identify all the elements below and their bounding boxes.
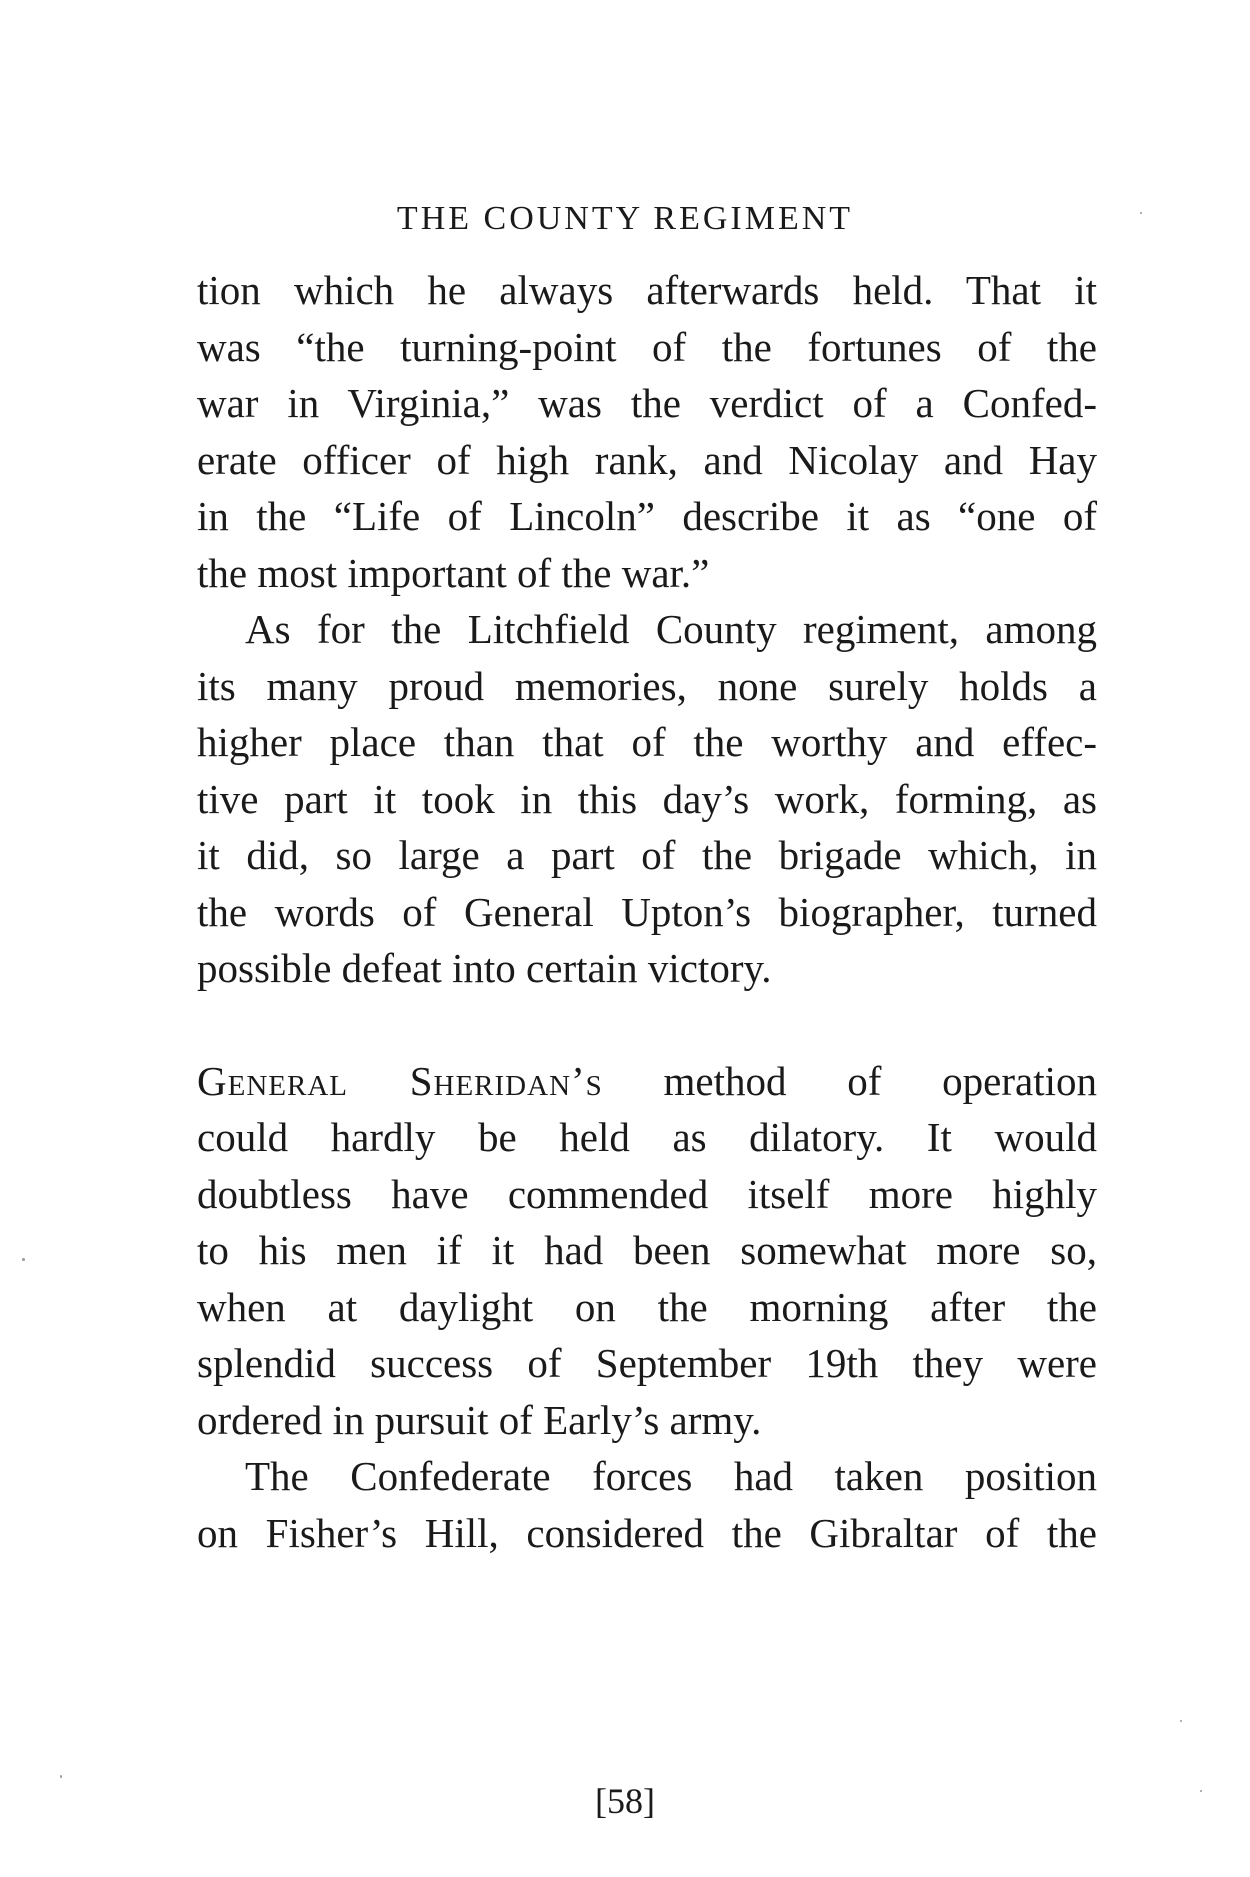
paragraph-4	[197, 1448, 1097, 1561]
text-line: the words of General Upton’s biographer, turned	[197, 888, 1097, 935]
text-line: to his men if it had been somewhat more so,	[197, 1227, 1097, 1273]
text-line: it did, so large a part of the brigade which, in	[197, 832, 1097, 878]
text-line: war in Virginia,” was the verdict of a Confed-	[197, 380, 1097, 426]
text-line: in the “Life of Lincoln” describe it as “one of	[197, 493, 1097, 539]
paper-speck	[1140, 212, 1142, 214]
paragraph-3	[197, 1053, 1097, 1449]
text-line: erate officer of high rank, and Nicolay and Hay	[197, 436, 1097, 483]
text-line: tion which he always afterwards held. That it	[197, 267, 1097, 313]
paper-speck	[1200, 1790, 1202, 1792]
body-text	[197, 262, 1097, 1561]
text-line: The Confederate forces had taken position	[245, 1453, 1097, 1499]
running-head: THE COUNTY REGIMENT	[396, 200, 854, 237]
text-fragment: method of operation	[602, 1057, 1097, 1104]
text-line	[197, 1053, 1097, 1110]
text-line: ordered in pursuit of Early’s army.	[197, 1396, 762, 1443]
text-line: when at daylight on the morning after the	[197, 1283, 1097, 1330]
page-number: [58]	[595, 1781, 655, 1821]
text-line: tive part it took in this day’s work, forming, as	[197, 775, 1097, 822]
text-line: its many proud memories, none surely holds a	[197, 662, 1097, 709]
text-line: possible defeat into certain victory.	[197, 945, 772, 991]
section-lead-smallcaps: General Sheridan’s	[197, 1057, 603, 1104]
text-line: As for the Litchfield County regiment, among	[245, 606, 1097, 652]
text-line: was “the turning-point of the fortunes of the	[197, 323, 1097, 370]
text-line: could hardly be held as dilatory. It would	[197, 1114, 1097, 1160]
text-line: on Fisher’s Hill, considered the Gibraltar of the	[197, 1509, 1097, 1556]
text-line: splendid success of September 19th they were	[197, 1340, 1097, 1386]
section-break	[197, 997, 1097, 1053]
paper-speck	[1180, 1720, 1182, 1722]
paragraph-2	[197, 601, 1097, 997]
paragraph-1	[197, 262, 1097, 601]
text-line: doubtless have commended itself more highly	[197, 1170, 1097, 1217]
text-line: higher place than that of the worthy and effec-	[197, 719, 1097, 765]
paper-speck	[60, 1775, 62, 1778]
text-line: the most important of the war.”	[197, 549, 710, 596]
paper-speck	[22, 1258, 25, 1261]
